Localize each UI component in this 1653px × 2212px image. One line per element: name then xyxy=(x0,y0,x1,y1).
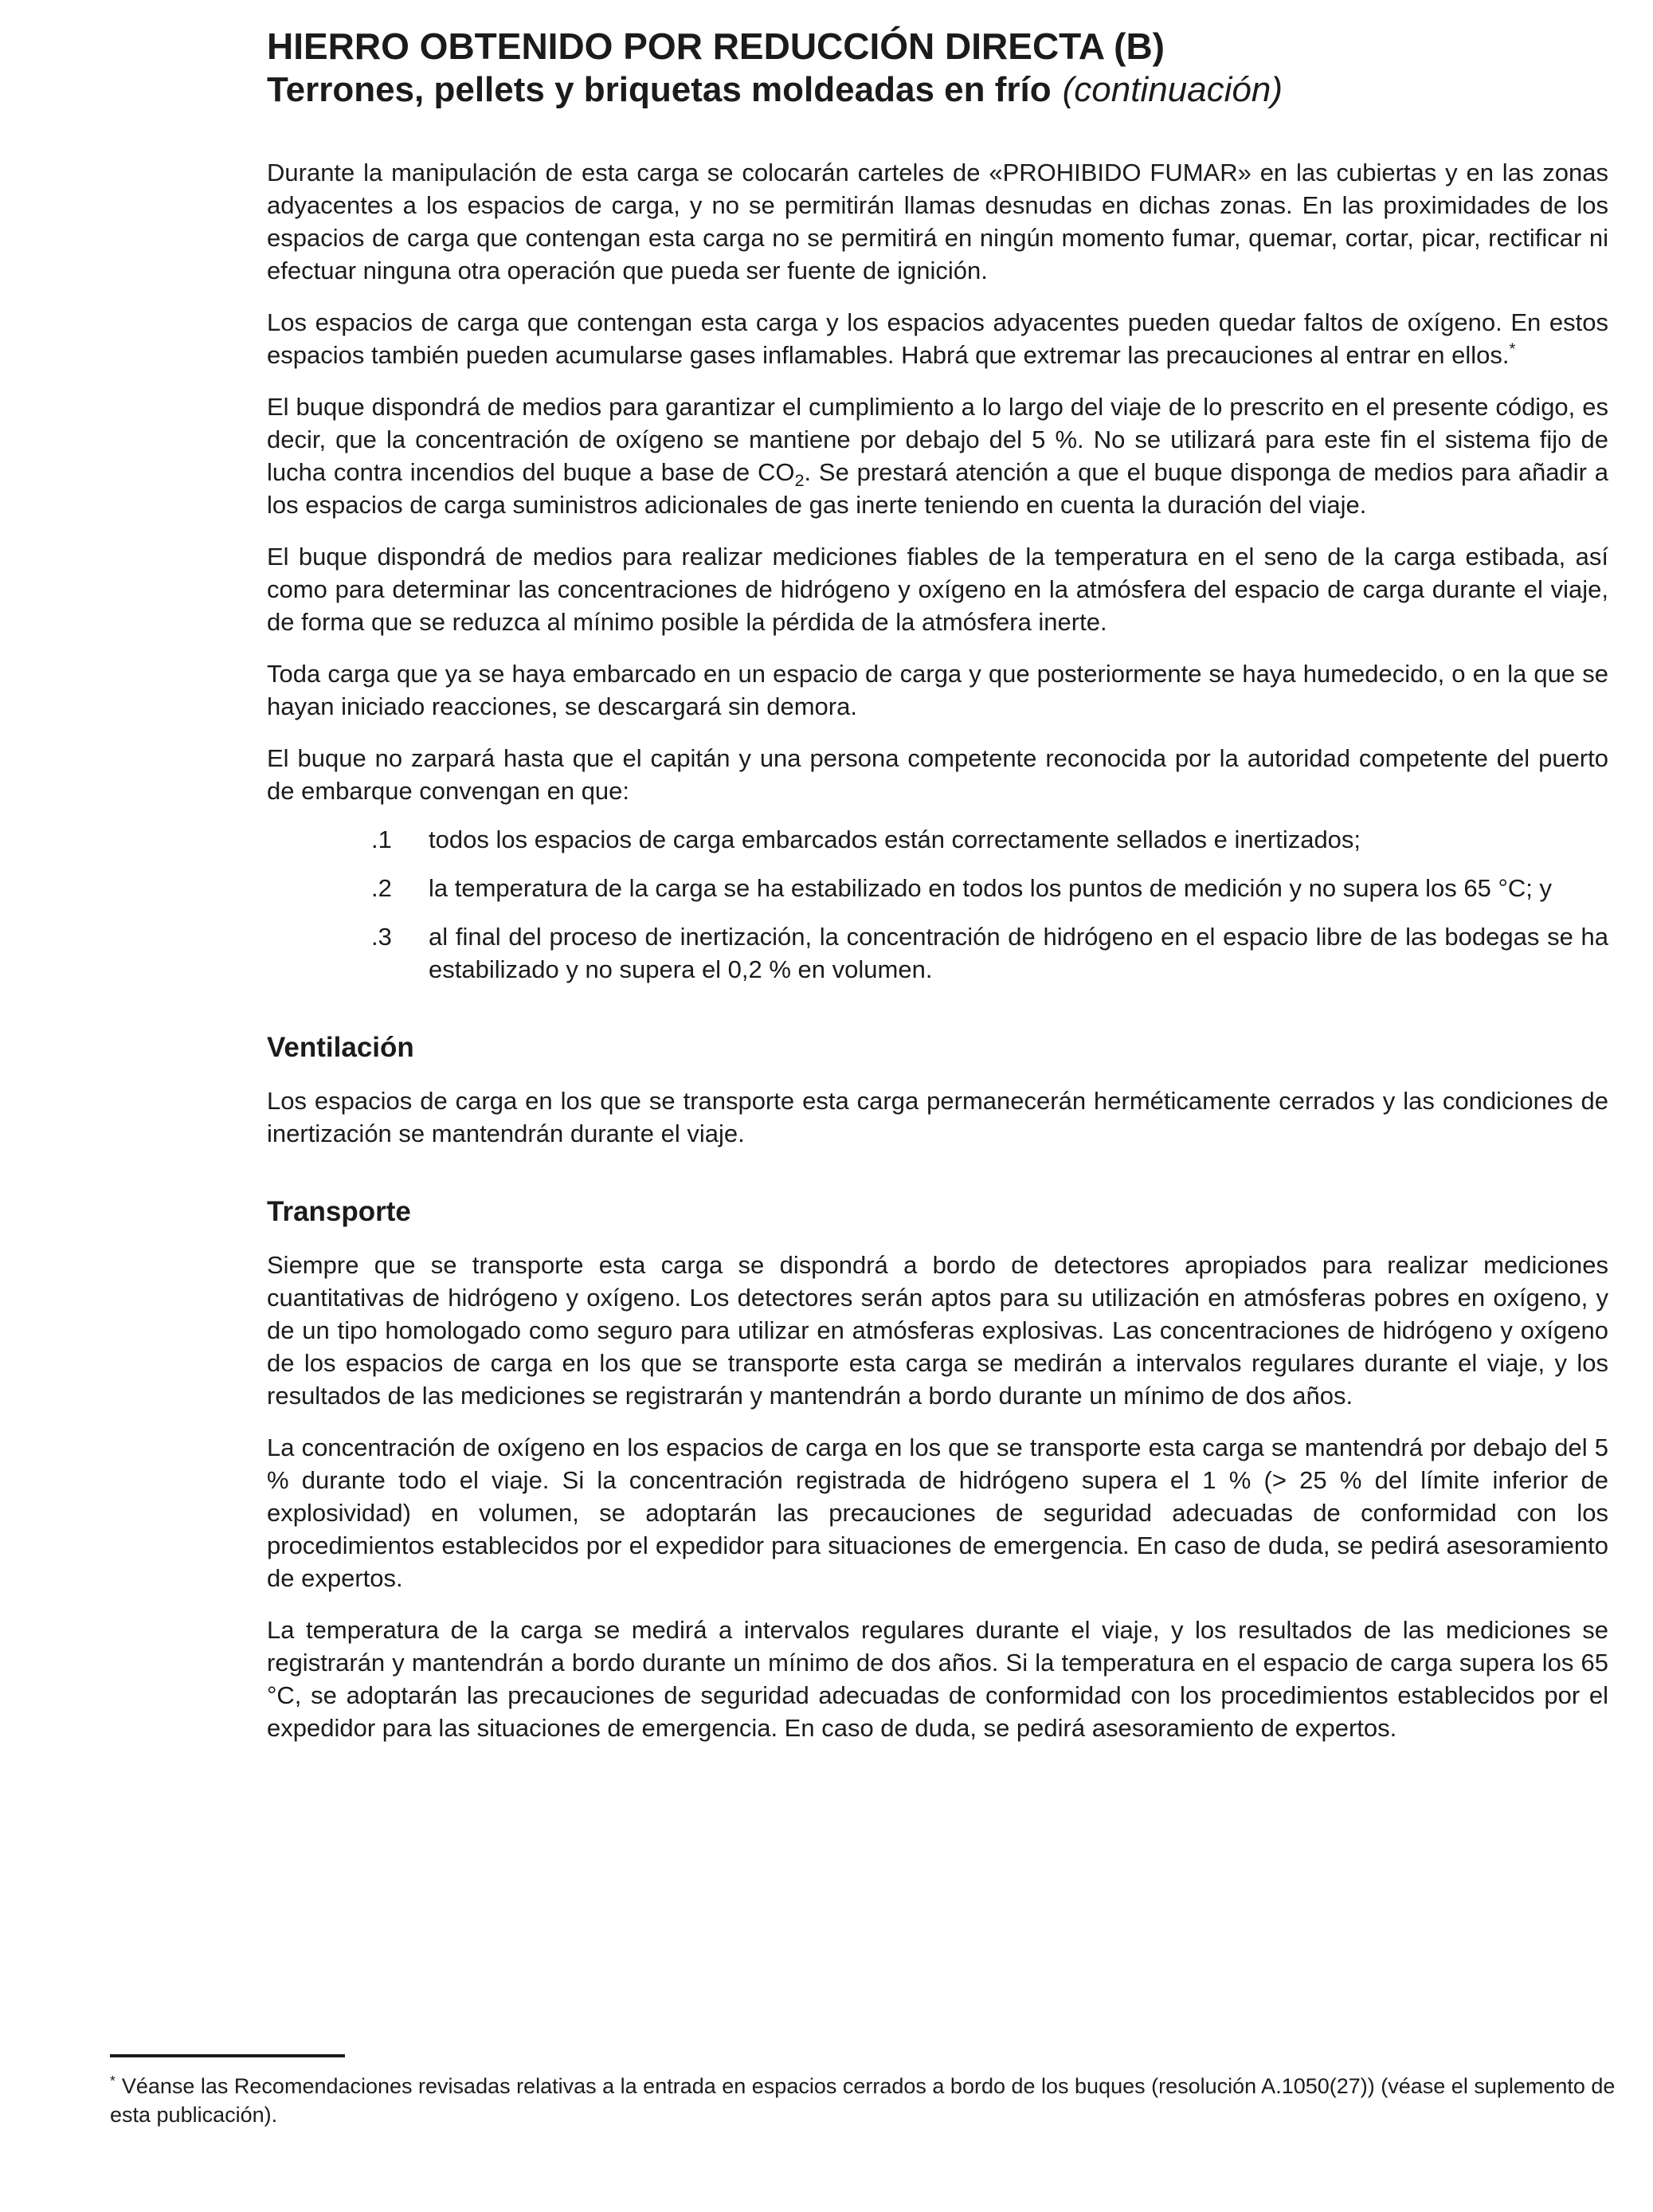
section-heading-transporte: Transporte xyxy=(267,1196,411,1227)
list-item-number: .2 xyxy=(371,874,392,902)
footnote-marker: * xyxy=(1509,340,1516,359)
paragraph-inert-gas-text-2: . Se prestará atención a que el buque disponga de medios para añadir a los espacios de carga suministros adicionales de gas inerte teniendo en cuenta la duración del viaje. xyxy=(267,458,1609,519)
paragraph-temperature-measurement: El buque dispondrá de medios para realizar mediciones fiables de la temperatura en el seno de la carga estibada, así como para determinar las concentraciones de hidrógeno y oxígeno en la atmósfera del espacio de carga durante el viaje, de forma que se reduzca al mínimo posible la pérdida de la atmósfera inerte. xyxy=(267,543,1608,636)
paragraph-transporte-oxigeno: La concentración de oxígeno en los espacios de carga en los que se transporte esta carga se mantendrá por debajo del 5 % durante todo el viaje. Si la concentración registrada de hidrógeno supera el 1 % (> 25 % del límite inferior de explosividad) en volumen, se adoptarán las precauciones de seguridad adecuadas de conformidad con los procedimientos establecidos por el expedidor para situaciones de emergencia. En caso de duda, se pedirá asesoramiento de expertos. xyxy=(267,1433,1608,1592)
list-item-number: .3 xyxy=(371,923,392,951)
list-item-number: .1 xyxy=(371,826,392,853)
list-item xyxy=(267,920,1608,986)
footnote xyxy=(110,2054,1617,2129)
paragraph-oxygen-depletion xyxy=(267,306,1608,371)
paragraph-transporte-detectores: Siempre que se transporte esta carga se dispondrá a bordo de detectores apropiados para realizar mediciones cuantitativas de hidrógeno y oxígeno. Los detectores serán aptos para su utilización en atmósferas pobres en oxígeno, y de un tipo homologado como seguro para utilizar en atmósferas explosivas. Las concentraciones de hidrógeno y oxígeno de los espacios de carga en los que se transporte esta carga se medirán a intervalos regulares durante el viaje, y los resultados de las mediciones se registrarán y mantendrán a bordo durante un mínimo de dos años. xyxy=(267,1251,1608,1410)
footnote-divider xyxy=(110,2054,345,2057)
text-column xyxy=(267,24,1608,1744)
list-item xyxy=(267,872,1608,904)
paragraph-sailing-conditions-intro: El buque no zarpará hasta que el capitán y una persona competente reconocida por la autoridad competente del puerto de embarque convengan en que: xyxy=(267,744,1608,805)
paragraph-inert-gas xyxy=(267,390,1608,521)
footnote-text: Véanse las Recomendaciones revisadas relativas a la entrada en espacios cerrados a bordo de los buques (resolución A.1050(27)) (véase el suplemento de esta publicación). xyxy=(110,2074,1616,2127)
section-heading-ventilacion: Ventilación xyxy=(267,1032,414,1063)
paragraph-ventilacion: Los espacios de carga en los que se transporte esta carga permanecerán herméticamente cerrados y las condiciones de inertización se mantendrán durante el viaje. xyxy=(267,1087,1608,1147)
list-item-text: al final del proceso de inertización, la concentración de hidrógeno en el espacio libre de las bodegas se ha estabilizado y no supera el 0,2 % en volumen. xyxy=(429,923,1608,983)
conditions-list xyxy=(267,823,1608,986)
list-item-text: la temperatura de la carga se ha estabilizado en todos los puntos de medición y no supera los 65 °C; y xyxy=(429,874,1552,902)
footnote-asterisk: * xyxy=(110,2073,116,2088)
page-subtitle xyxy=(267,69,1608,112)
page-title: HIERRO OBTENIDO POR REDUCCIÓN DIRECTA (B) xyxy=(267,25,1165,67)
footnote-body xyxy=(110,2072,1617,2129)
paragraph-transporte-temperatura: La temperatura de la carga se medirá a intervalos regulares durante el viaje, y los resultados de las mediciones se registrarán y mantendrán a bordo durante un mínimo de dos años. Si la temperatura en el espacio de carga supera los 65 °C, se adoptarán las precauciones de seguridad adecuadas de conformidad con los procedimientos establecidos por el expedidor para las situaciones de emergencia. En caso de duda, se pedirá asesoramiento de expertos. xyxy=(267,1616,1608,1742)
paragraph-no-smoking: Durante la manipulación de esta carga se colocarán carteles de «PROHIBIDO FUMAR» en las cubiertas y en las zonas adyacentes a los espacios de carga, y no se permitirán llamas desnudas en dichas zonas. En las proximidades de los espacios de carga que contengan esta carga no se permitirá en ningún momento fumar, quemar, cortar, picar, rectificar ni efectuar ninguna otra operación que pueda ser fuente de ignición. xyxy=(267,159,1608,284)
page-subtitle-continuation: (continuación) xyxy=(1062,70,1283,109)
page-subtitle-bold: Terrones, pellets y briquetas moldeadas en frío xyxy=(267,70,1052,109)
co2-subscript: 2 xyxy=(794,470,805,491)
paragraph-wetted-cargo: Toda carga que ya se haya embarcado en un espacio de carga y que posteriormente se haya humedecido, o en la que se hayan iniciado reacciones, se descargará sin demora. xyxy=(267,660,1608,720)
paragraph-oxygen-depletion-text: Los espacios de carga que contengan esta carga y los espacios adyacentes pueden quedar faltos de oxígeno. En estos espacios también pueden acumularse gases inflamables. Habrá que extremar las precauciones al entrar en ellos. xyxy=(267,308,1608,369)
list-item-text: todos los espacios de carga embarcados están correctamente sellados e inertizados; xyxy=(429,826,1361,853)
paragraph-inert-gas-text-1: El buque dispondrá de medios para garantizar el cumplimiento a lo largo del viaje de lo prescrito en el presente código, es decir, que la concentración de oxígeno se mantiene por debajo del 5 %. No se utilizará para este fin el sistema fijo de lucha contra incendios del buque a base de CO xyxy=(267,393,1608,486)
list-item xyxy=(267,823,1608,856)
